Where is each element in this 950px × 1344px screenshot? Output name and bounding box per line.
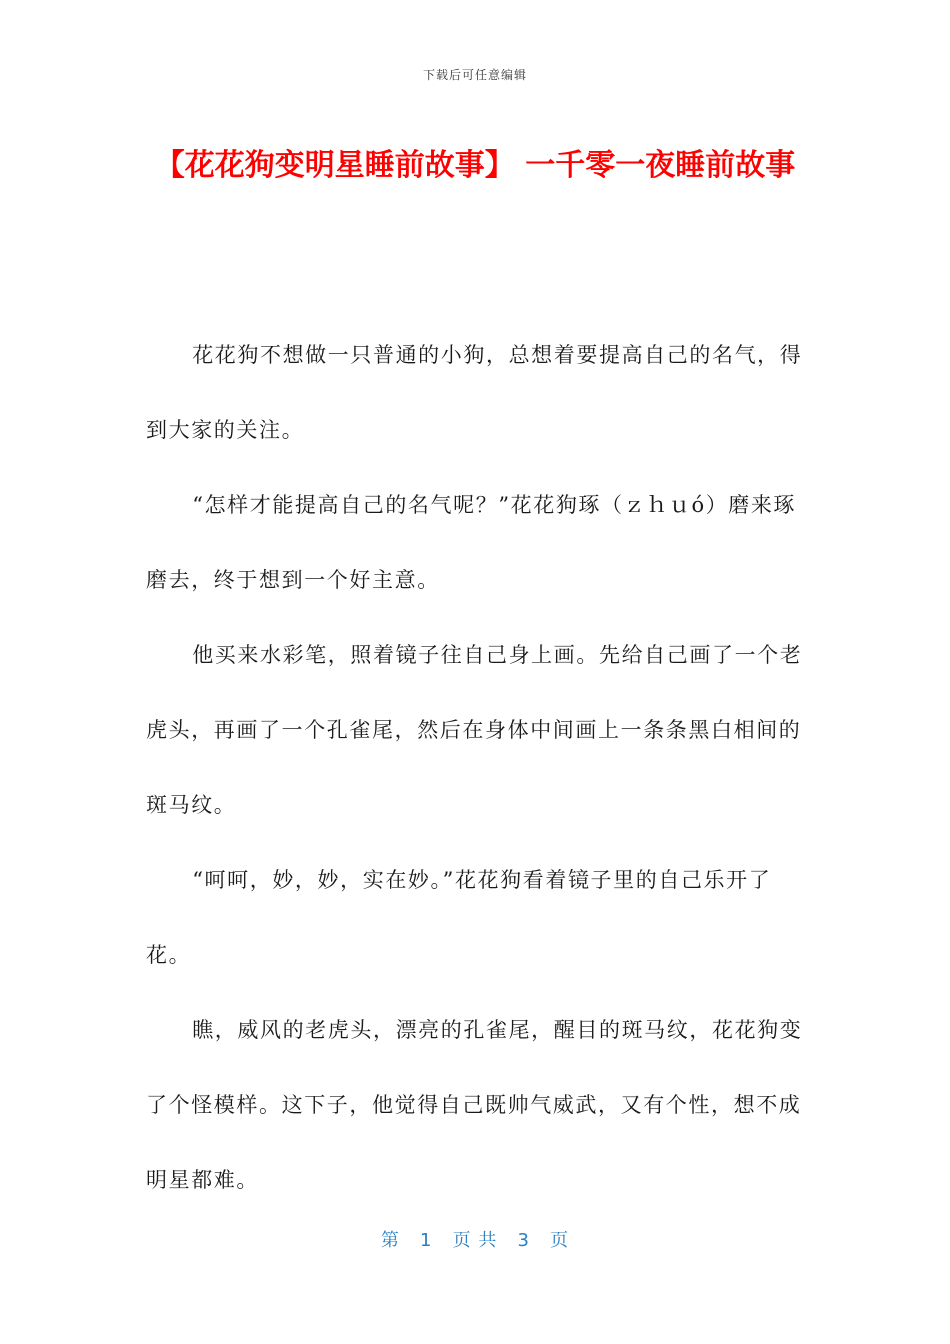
paragraph: “怎样才能提高自己的名气呢？”花花狗琢（ｚｈｕó）磨来琢磨去，终于想到一个好主意。 (146, 493, 797, 592)
paragraph: 花花狗不想做一只普通的小狗，总想着要提高自己的名气，得到大家的关注。 (146, 343, 803, 442)
page-footer: 第 1 页 共 3 页 (380, 1230, 570, 1251)
header-note: 下载后可任意编辑 (422, 68, 527, 82)
document-body (146, 318, 810, 1218)
document-title: 【花花狗变明星睡前故事】 一千零一夜睡前故事 (154, 148, 796, 183)
paragraph: 他买来水彩笔，照着镜子往自己身上画。先给自己画了一个老虎头，再画了一个孔雀尾，然后在身体中间画上一条条黑白相间的斑马纹。 (146, 643, 803, 817)
paragraph: 瞧，威风的老虎头，漂亮的孔雀尾，醒目的斑马纹，花花狗变了个怪模样。这下子，他觉得自己既帅气威武，又有个性，想不成明星都难。 (146, 1018, 803, 1192)
paragraph: “呵呵，妙，妙，实在妙。”花花狗看着镜子里的自己乐开了花。 (146, 868, 772, 967)
